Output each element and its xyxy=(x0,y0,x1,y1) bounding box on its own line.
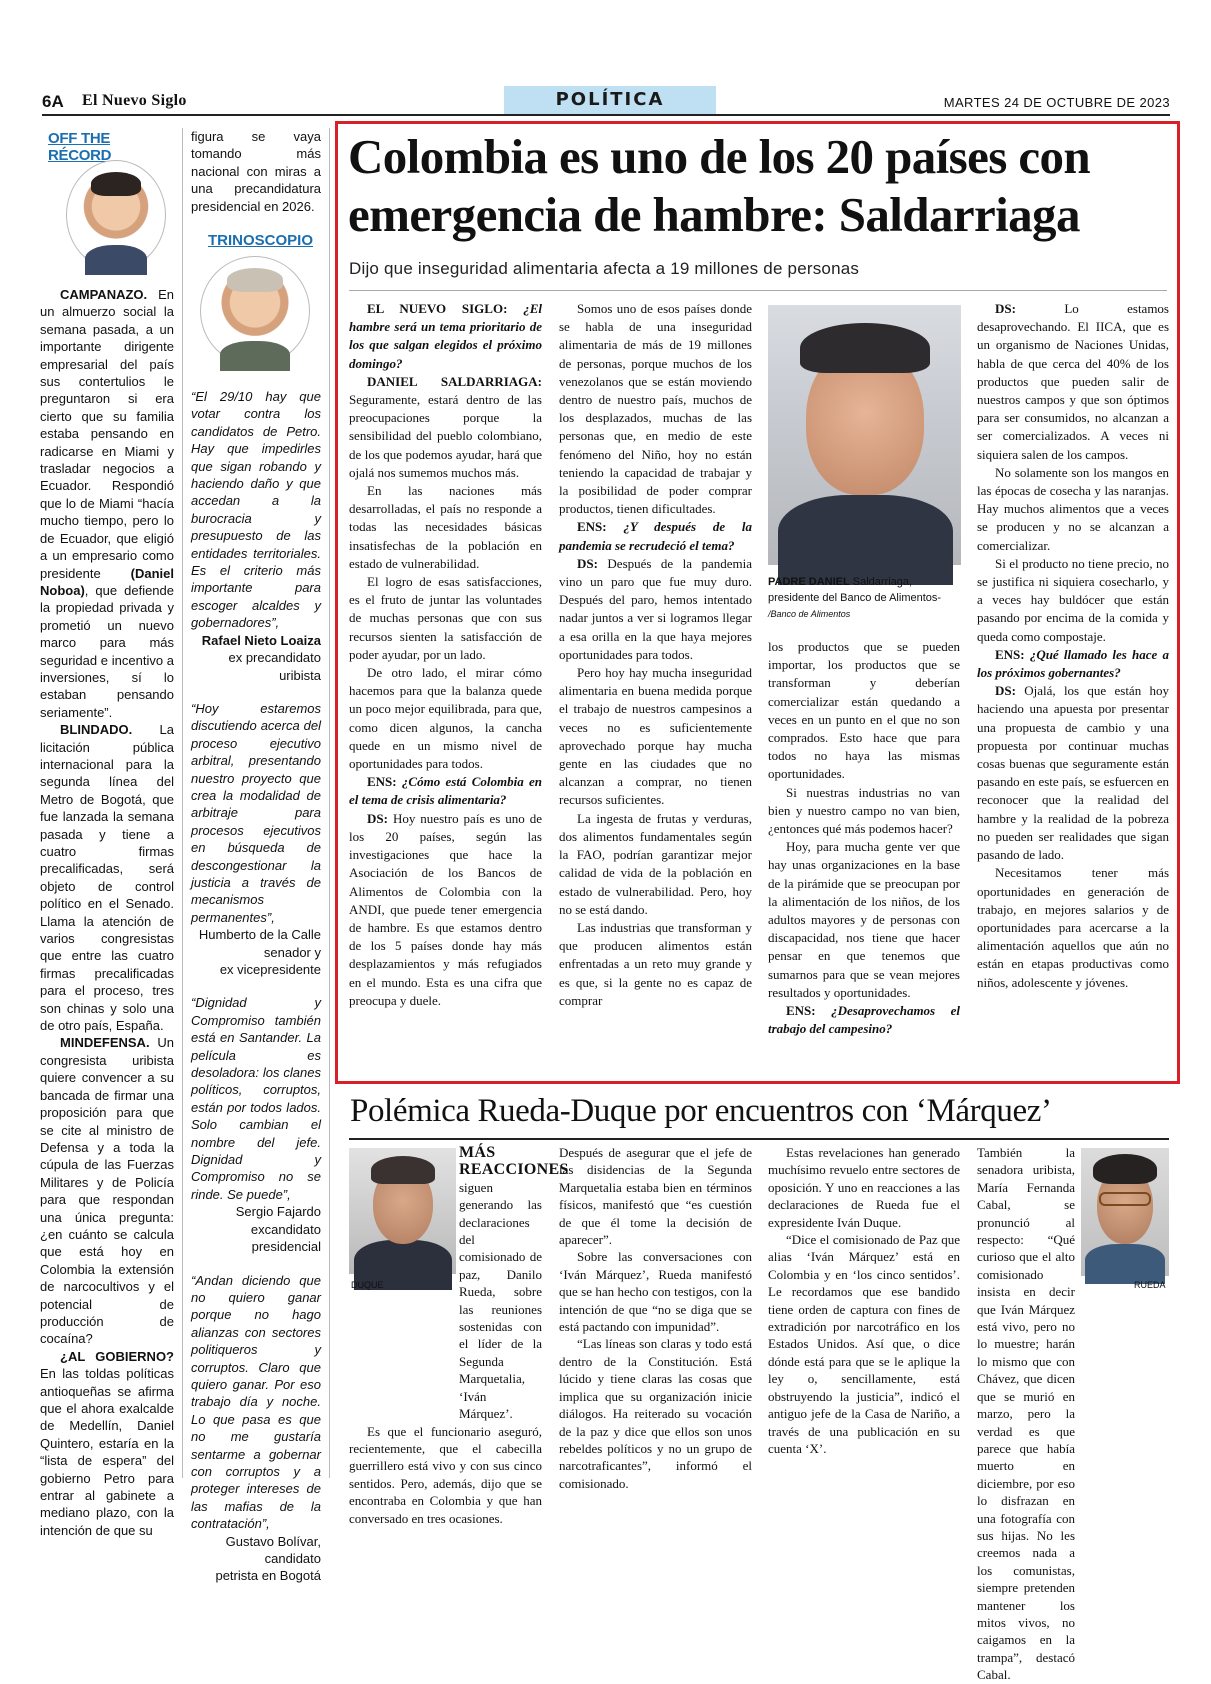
newspaper-name: El Nuevo Siglo xyxy=(82,92,187,109)
page-number: 6A xyxy=(42,92,64,111)
duque-caption: DUQUE xyxy=(351,1280,384,1290)
trinoscopio-avatar xyxy=(200,256,310,366)
rueda-photo xyxy=(1081,1148,1169,1276)
rueda-caption: RUEDA xyxy=(1134,1280,1166,1290)
column-divider xyxy=(329,128,330,1478)
off-the-record-column: CAMPANAZO. En un almuerzo social la semana pasada, a un importante dirigente empresarial del país sus contertulios le preguntaron si era cierto que su familia estaba pensando en radicarse en Miami y trasladar negocios a Ecuador. Respondió que lo de Miami “hacía mucho tiempo, pero lo de Ecuador, que eligió a un empresario como presidente (Daniel Noboa), que defiende la propiedad privada y prometió un nuevo marco para más seguridad e incentivo a inversiones, sí lo estaban pensando seriamente”. BLINDADO. La licitación pública internacional para la segunda línea del Metro de Bogotá, que fue lanzada la semana pasada y tiene a cuatro firmas precalificadas, será objeto de control político en el Senado. Llama la atención de varios congresistas que entre las cuatro firmas precalificadas para el proceso, tres son chinas y solo una de otro país, España. MINDEFENSA. Un congresista uribista quiere convencer a su bancada de firmar una proposición para que se cite al ministro de Defensa y a toda la cúpula de las Fuerzas Militares y de Policía para que respondan una única pregunta: ¿en cuánto se calcula que está hoy en Colombia la extensión de narcocultivos y el potencial de producción de cocaína? ¿AL GOBIERNO? En las toldas políticas antioqueñas se afirma que el ahora exalcalde de Medellín, Daniel Quintero, estaría en la “lista de espera” del gobierno Petro para entrar al gabinete a mediano plazo, con la intención de que su xyxy=(40,287,174,1538)
main-headline: Colombia es uno de los 20 países con emergencia de hambre: Saldarriaga xyxy=(348,129,1091,242)
off-the-record-title: OFF THE RÉCORD xyxy=(48,130,112,164)
article-column-4: DS: Lo estamos desaprovechando. El IICA, que es un organismo de Naciones Unidas, habla de que cerca del 40% de los productos que pueden salir de nuestros campos y que son óptimos para ser consumidos, no alcanzan a ser comercializados. A veces ni siquiera salen de los campos. No solamente son los mangos en las épocas de cosecha y las naranjas. Hay muchos alimentos que a veces se producen y no se alcanzan a comercializar. Si el producto no tiene precio, no se justifica ni siquiera cosecharlo, y a veces hay buldócer que están pasando por encima de la comida y queda como compostaje. ENS: ¿Qué llamado les hace a los próximos gobernantes? DS: Ojalá, los que están hoy haciendo una apuesta por presentar una propuesta de cambio y una propuesta por continuar muchas cosas buenas que seguramente están pasando en este país, se esfuercen en reconocer que la realidad del hambre y la realidad de la pobreza no pueden ser realidades que sigan pasando de lado. Necesitamos tener más oportunidades en generación de trabajo, en mejores salarios y de oportunidades para acercarse a la alimentación aquellos que aún no están en etapas productivas como niños, adolescente y jóvenes. xyxy=(977,301,1169,990)
photo-caption: PADRE DANIEL Saldarriaga, presidente del Banco de Alimentos- /Banco de Alimentos xyxy=(768,576,942,619)
tweet-quote: “El 29/10 hay que votar contra los candidatos de Petro. Hay que impedirles que sigan robando y haciendo daño y que accedan a la burocracia y presupuesto de las entidades territoriales. Es el criterio más importante para escoger alcaldes y gobernadores”, Rafael Nieto Loaiza ex precandidato uribista xyxy=(191,389,321,683)
article-column-3: los productos que se pueden importar, los productos que se transforman y deberían comercializar están quedando a veces en un punto en el que no son comprados. Esto hace que para todos no haya las mismas oportunidades. Si nuestras industrias no van bien y nuestro campo no van bien, ¿entonces qué más podemos hacer? Hoy, para mucha gente ver que hay unas organizaciones en la base de la pirámide que se preocupan por la alimentación de los niños, de los adultos mayores y de personas con discapacidad, nos tiene que hacer pensar en que tenemos que sumarnos para que se vean mejores resultados y oportunidades. ENS: ¿Desaprovechamos el trabajo del campesino? xyxy=(768,639,960,1037)
second-article-column-2: Después de asegurar que el jefe de las disidencias de la Segunda Marquetalia estaba bien en términos físicos, manifestó que “es cuestión de que él tome la decisión de aparecer”. Sobre las conversaciones con ‘Iván Márquez’, Rueda manifestó que se han hecho con testigos, con la intención de que “no se diga que se está pactando con impunidad”. “Las líneas son claras y todo está dentro de la Constitución. Está lúcido y tiene claras las cosas que implica que su organización inicie diálogos. Ha reiterado su vocación de la paz y dice que ellos son unos rebeldes políticos y no un grupo de narcotraficantes”, informó el comisionado. xyxy=(559,1145,752,1491)
subhead-rule xyxy=(349,290,1167,291)
trinoscopio-title: TRINOSCOPIO xyxy=(208,232,314,249)
tweet-quote: “Hoy estaremos discutiendo acerca del proceso ejecutivo arbitral, presentando nuestro proyecto que crea la modalidad de arbitraje para procesos ejecutivos en búsqueda de descongestionar la justicia a través de mecanismos permanentes”, Humberto de la Calle senador y ex vicepresidente xyxy=(191,700,321,977)
tweet-quote: “Dignidad y Compromiso también está en Santander. La película es desoladora: los clanes políticos, corruptos, están por todos lados. Solo cambian el nombre del jefe. Dignidad y Compromiso no se rinde. Se puede”, Sergio Fajardo excandidato presidencial xyxy=(191,995,321,1255)
headline-rule xyxy=(349,1138,1169,1140)
second-article-column-1: MÁS REACCIONES siguen generando las declaraciones del comisionado de paz, Danilo Rueda, sobre las reuniones sostenidas con el líder de la Segunda Marquetalia, ‘Iván Márquez’. Es que el funcionario aseguró, recientemente, que el cabecilla guerrillero está vivo y con sus cinco sentidos. Pero, además, dijo que se encontraba en Colombia y que han conversado en tres ocasiones. xyxy=(349,1144,569,1526)
columnist-avatar xyxy=(66,160,166,270)
second-article-column-3: Estas revelaciones han generado muchísimo revuelo entre sectores de oposición. Y uno en reacciones a las declaraciones de Rueda fue el expresidente Iván Duque. “Dice el comisionado de Paz que alias ‘Iván Márquez’ está en Colombia y en ‘los cinco sentidos’. Le recordamos que ese bandido tiene orden de captura con fines de extradición por narcotráfico en los Estados Unidos. Así que, o dice dónde está para que se le aplique la ley o, sencillamente, está obstruyendo la justicia”, indicó el antiguo jefe de la Casa de Nariño, a través de una publicación en su cuenta ‘X’. xyxy=(768,1145,960,1456)
article-column-1: EL NUEVO SIGLO: ¿El hambre será un tema prioritario de los que salgan elegidos el próximo domingo? DANIEL SALDARRIAGA: Seguramente, estará dentro de las preocupaciones porque la sensibilidad del pueblo colombiano, de los que podemos ayudar, hará que ojalá nos sumemos muchos más. En las naciones más desarrolladas, el país no responde a todas las necesidades básicas insatisfechas de la población en estado de vulnerabilidad. El logro de esas satisfacciones, es el fruto de juntar las voluntades de muchas personas que con sus recursos sienten la satisfacción de poder ayudar, por un lado. De otro lado, el mirar cómo hacemos para que la balanza quede un poco mejor equilibrada, para que, como dicen algunos, la cancha quede en un mismo nivel de oportunidades para todos. ENS: ¿Cómo está Colombia en el tema de crisis alimentaria? DS: Hoy nuestro país es uno de los 20 países, según las investigaciones que hace la Asociación de los Bancos de Alimentos de Colombia con la ANDI, que puede tener emergencia de hambre. Es que estamos dentro de los 5 países donde hay más desplazamientos y más refugiados en el mundo. Esta es una cifra que preocupa y duele. xyxy=(349,301,543,1008)
column-divider xyxy=(182,128,183,1478)
second-headline: Polémica Rueda-Duque por encuentros con ‘Márquez’ xyxy=(350,1093,1052,1129)
main-subhead: Dijo que inseguridad alimentaria afecta a 19 millones de personas xyxy=(349,259,860,278)
item-label: ¿AL GOBIERNO? xyxy=(60,1348,174,1364)
section-label: POLÍTICA xyxy=(504,86,716,114)
item-label: MINDEFENSA. xyxy=(60,1035,150,1051)
daniel-saldarriaga-photo xyxy=(768,305,961,565)
article-column-2: Somos uno de esos países donde se habla de una inseguridad alimentaria de más de 19 millones de personas, porque muchos de los venezolanos que se están moviendo dentro de nuestro país, muchos de los desplazados, muchas de las personas que, en medio de este fenómeno del Niño, hoy no están teniendo la capacidad de trabajar y la posibilidad de poder comprar productos, tienen dificultades. ENS: ¿Y después de la pandemia se recrudeció el tema? DS: Después de la pandemia vino un paro que fue muy duro. Después del paro, hemos intentado nadar juntos a ver si logramos llegar a esa orilla en la que haya mejores oportunidades para todos. Pero hoy hay mucha inseguridad alimentaria en buena medida porque el trabajo de nuestros campesinos a veces no es suficientemente aprovechado porque hay mucha gente en las ciudades que no alcanzan a comprar, no tienen recursos suficientes. La ingesta de frutas y verduras, dos alimentos fundamentales según la FAO, podrían garantizar mejor calidad de vida de la población en estado de vulnerabilidad. Pero, hoy no se está dando. Las industrias que transforman y que producen alimentos están enfrentadas a un reto muy grande y es que, si la gente no es capaz de comprar xyxy=(559,301,753,1008)
header-rule xyxy=(42,114,1170,116)
second-article-column-4: También la senadora uribista, María Fernanda Cabal, se pronunció al respecto: “Qué curioso que el alto comisionado insista en decir que Iván Márquez está vivo, pero no lo muestre; harán lo mismo que con Chávez, que dicen que se murió en marzo, pero la verdad es que parece que había muerto en diciembre, por eso lo disfrazan en una fotografía con sus hijas. No les creemos nada a los comunistas, siempre pretenden mantener los mitos vivos, no caigamos en la trampa”, destacó Cabal. xyxy=(977,1145,1075,1683)
issue-date: MARTES 24 DE OCTUBRE DE 2023 xyxy=(943,95,1170,110)
item-label: CAMPANAZO. xyxy=(60,287,148,302)
page-header xyxy=(42,86,1170,116)
tweet-quote: “Andan diciendo que no quiero ganar porque no hago alianzas con sectores politiqueros y corruptos. Claro que quiero ganar. Por eso trabajo día y noche. Lo que pasa es que no me gustaría sentarme a gobernar con corruptos y a proteger intereses de las mafias de la contratación”, Gustavo Bolívar, candidato petrista en Bogotá xyxy=(191,1272,321,1584)
off-the-record-continuation: figura se vaya tomando más nacional con miras a una precandidatura presidencial en 2026. xyxy=(191,129,321,214)
item-label: BLINDADO. xyxy=(60,722,133,738)
trinoscopio-quotes xyxy=(191,388,321,1585)
